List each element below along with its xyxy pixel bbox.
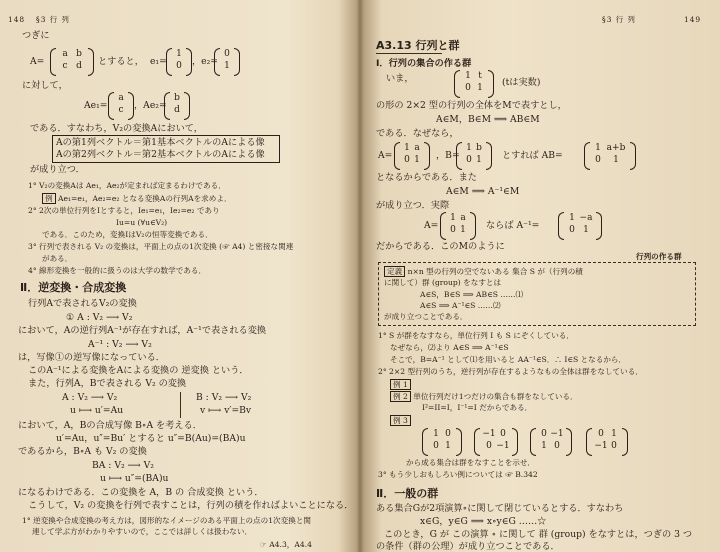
matrix-cell: −a — [579, 213, 593, 223]
matrix-cell: 1 — [569, 213, 575, 223]
text-line: になるわけである．この変換を A，B の 合成変換 という． — [18, 487, 264, 498]
equation-label: とすれば AB= — [502, 150, 563, 161]
text-line: (tは実数) — [502, 77, 541, 88]
page-number: 149 — [684, 15, 702, 24]
running-head: §3 行 列 — [36, 15, 70, 24]
equation-line: x∈G，y∈G ⟹ x∘y∈G ……☆ — [420, 516, 547, 527]
theorem-line: Aの第2列ベクトル＝第2基本ベクトルのAによる像 — [56, 149, 265, 160]
matrix-cell: 0 — [611, 441, 617, 451]
footnote-line: 連して学ぶ方がわかりやすいので，ここでは詳しくは扱わない． — [32, 527, 253, 536]
vector-cell: 1 — [224, 61, 230, 71]
definition-line: A∈S ⟹ A⁻¹∈S ……⑵ — [420, 301, 501, 310]
definition-line: が成り立つことである． — [384, 312, 468, 321]
example-line — [42, 193, 232, 204]
matrix-cell: 0 — [450, 225, 456, 235]
vector-cell: 0 — [224, 49, 230, 59]
matrix-cell: −1 — [550, 429, 564, 439]
equation-label: Ae₁= — [84, 100, 108, 111]
text-line: いま， — [386, 73, 414, 84]
matrix-cell: 1 — [414, 155, 420, 165]
matrix-cell: 0 — [486, 441, 492, 451]
text-line: となるからである．また — [376, 172, 477, 183]
vector-cell: c — [118, 105, 124, 115]
matrix-cell: −1 — [482, 429, 496, 439]
text-line: が成り立つ． — [30, 164, 85, 175]
example-line — [390, 379, 411, 390]
example-line — [390, 391, 578, 402]
equation-line: v ⟼ v′=Bv — [200, 405, 252, 416]
matrix-cell: a — [62, 49, 68, 59]
text-line: だからである．このMのように — [376, 241, 505, 252]
set-matrix-3 — [530, 428, 572, 454]
matrix-a — [50, 48, 94, 74]
matrix-cell: 1 — [541, 441, 547, 451]
matrix-cell: 1 — [460, 225, 466, 235]
set-matrix-2 — [474, 428, 518, 454]
matrix-cell: 1 — [477, 83, 483, 93]
note-line: 3° 行列で表される V₂ の変換は，平面上の点の1次変換 (☞ A4) と密接な関連 — [28, 242, 294, 251]
equation-line: u′=Au，u″=Bu′ とすると u″=B(Au)=(BA)u — [56, 433, 246, 444]
matrix-cell: 0 — [595, 155, 601, 165]
vector-cell: 1 — [176, 49, 182, 59]
text-line: である．すなわち，V₂の変換Aにおいて， — [30, 123, 203, 134]
vector-cell: 0 — [176, 61, 182, 71]
vector-e2 — [214, 48, 240, 74]
note-line: 2° 2×2 型行列のうち，逆行列が存在するようなもの全体は群をなしている． — [378, 367, 643, 376]
equation-line: A∈M，B∈M ⟹ AB∈M — [436, 114, 540, 125]
running-head: §3 行 列 — [602, 15, 636, 24]
matrix-cell: 1 — [465, 71, 471, 81]
equation-label: ，Ae₂= — [134, 100, 167, 111]
note-line: なぜなら，⑵より A∈S ⟹ A⁻¹∈S — [390, 343, 509, 352]
equation-label: ，e₂= — [192, 56, 219, 67]
vector-ae1 — [108, 92, 134, 118]
matrix-cell: 1 — [583, 225, 589, 235]
matrix-cell: 1 — [476, 155, 482, 165]
definition-line: A∈S，B∈S ⟹ AB∈S ……⑴ — [420, 290, 524, 299]
footnote-line: 1° 逆変換や合成変換の考え方は，図形的なイメージのある平面上の点の1次変換と関 — [22, 516, 312, 525]
example-tag: 例 2 — [390, 391, 411, 402]
matrix-a — [394, 142, 430, 168]
equation-line: Iu=u (∀u∈V₂) — [116, 218, 168, 227]
definition-text: n×n 型の行列の空でないある 集合 S が（行列の積 — [407, 267, 583, 276]
note-line: 3° もう少しおもしろい例については ☞ B.342 — [378, 470, 538, 479]
matrix-cell: 1 — [404, 143, 410, 153]
right-page — [362, 0, 720, 552]
matrix-cell: 0 — [466, 155, 472, 165]
matrix-cell: 1 — [595, 143, 601, 153]
cross-reference: ☞ A4.3，A4.4 — [260, 540, 312, 549]
matrix-a2 — [440, 212, 476, 238]
note-line: 2° 2次の単位行列をIとすると，Ie₁=e₁，Ie₂=e₂ であり — [28, 206, 220, 215]
text-line: において，Aの逆行列A⁻¹が存在すれば，A⁻¹で表される変換 — [18, 325, 267, 336]
note-line: から成る集合は群をなすことを示せ． — [406, 458, 535, 467]
set-matrix-1 — [422, 428, 462, 454]
title-underline — [376, 53, 442, 54]
definition-tag: 定義 — [384, 266, 405, 277]
text-line: このとき，G が この演算 ∘ に関して 群 (group) をなすとは，つぎの 3 つ — [384, 529, 693, 540]
equation-line: A∈M ⟹ A⁻¹∈M — [446, 186, 520, 197]
matrix-cell: 1 — [445, 441, 451, 451]
example-text: Ae₁=e₁，Ae₂=e₂ となる変換Aの行列Aを求めよ． — [58, 194, 232, 203]
matrix-cell: a+b — [606, 143, 626, 153]
matrix-cell: 1 — [613, 155, 619, 165]
text-line: 行列Aで表されるV₂の変換 — [28, 298, 137, 309]
equation-line: u ⟼ u′=Au — [70, 405, 124, 416]
matrix-cell: t — [478, 71, 482, 81]
matrix-cell: −1 — [594, 441, 608, 451]
note-line: 1° S が群をなすなら，単位行列 I も S にぞくしている． — [378, 331, 574, 340]
text-line: の条件（群の公理）が成り立つことである． — [376, 541, 560, 552]
matrix-cell: 0 — [465, 83, 471, 93]
matrix-cell: 0 — [500, 429, 506, 439]
text-line: とすると， — [98, 56, 144, 67]
vector-cell: b — [174, 93, 180, 103]
matrix-cell: 0 — [445, 429, 451, 439]
matrix-inverse — [558, 212, 602, 238]
note-line: 4° 線形変換を一般的に扱うのは大学の数学である． — [28, 266, 207, 275]
matrix-cell: 0 — [569, 225, 575, 235]
theorem-line: Aの第1列ベクトル＝第1基本ベクトルのAによる像 — [56, 137, 265, 148]
vector-ae2 — [164, 92, 190, 118]
matrix-cell: 0 — [433, 441, 439, 451]
example-text: 単位行列だけ1つだけの集合も群をなしている． — [413, 392, 578, 401]
text-line: において，A，Bの合成写像 B∘A を考える． — [18, 420, 202, 431]
matrix-b — [456, 142, 492, 168]
matrix-cell: 1 — [611, 429, 617, 439]
text-line: が成り立つ．実際 — [376, 200, 450, 211]
example-tag: 例 — [42, 193, 56, 204]
equation-label: A= — [424, 220, 439, 231]
note-line: である．このため，変換IはV₂の恒等変換である． — [42, 230, 213, 239]
note-line: がある． — [42, 254, 73, 263]
note-line: 1° V₂の変換Aは Ae₁，Ae₂が定まれば定まるわけである． — [28, 181, 226, 190]
vector-cell: d — [174, 105, 180, 115]
definition-line: に関して）群 (group) をなすとは — [384, 278, 502, 287]
matrix-cell: a — [460, 213, 466, 223]
left-page — [0, 0, 352, 552]
text-line: は，写像①の逆写像になっている． — [18, 352, 165, 363]
vector-e1 — [166, 48, 192, 74]
equation-line: A : V₂ ⟶ V₂ — [62, 392, 118, 403]
text-line: である．なぜなら， — [376, 128, 459, 139]
equation-label: e₁= — [150, 56, 167, 67]
equation-label: ならば A⁻¹= — [486, 220, 540, 231]
subsection-heading: Ⅰ．行列の集合の作る群 — [376, 58, 472, 69]
text-line: であるから，B∘A も V₂ の変換 — [18, 446, 147, 457]
matrix-ab — [584, 142, 636, 168]
equation-line: BA : V₂ ⟶ V₂ — [92, 460, 154, 471]
matrix-cell: 1 — [466, 143, 472, 153]
text-line: また，行列A，Bで表される V₂ の変換 — [28, 378, 187, 389]
equation-line: u ⟼ u″=(BA)u — [100, 473, 169, 484]
subsection-heading: Ⅱ．一般の群 — [376, 487, 439, 500]
set-matrix-4 — [586, 428, 628, 454]
equation-label: ，B= — [436, 150, 460, 161]
example-line — [390, 415, 411, 426]
matrix-cell: c — [62, 61, 68, 71]
example-tag: 例 3 — [390, 415, 411, 426]
text-line: つぎに — [22, 30, 50, 41]
matrix-cell: a — [414, 143, 420, 153]
equation-line: B : V₂ ⟶ V₂ — [196, 392, 252, 403]
matrix-cell: b — [76, 49, 82, 59]
definition-line — [384, 266, 583, 277]
example-tag: 例 1 — [390, 379, 411, 390]
matrix-cell: 0 — [541, 429, 547, 439]
matrix-cell: −1 — [496, 441, 510, 451]
matrix-cell: d — [76, 61, 82, 71]
matrix-cell: 1 — [433, 429, 439, 439]
section-title: A3.13 行列と群 — [376, 39, 460, 52]
matrix-cell: 0 — [598, 429, 604, 439]
equation-line: I²=II=I，I⁻¹=I だからである． — [422, 403, 533, 412]
text-line: に対して， — [22, 80, 68, 91]
text-line: の形の 2×2 型の行列の全体をMで表すとし， — [376, 100, 567, 111]
margin-label: 行列の作る群 — [636, 252, 682, 261]
equation-line: ① A : V₂ ⟶ V₂ — [66, 312, 133, 323]
matrix-cell: 1 — [450, 213, 456, 223]
equation-label: A= — [30, 56, 45, 67]
text-line: こうして，V₂ の変換を行列で表すことは，行列の積を作ればよいことになる． — [28, 500, 354, 511]
note-line: そこで，B=A⁻¹ として⑴を用いると AA⁻¹∈S．∴ I∈S となるから． — [390, 355, 627, 364]
matrix-cell: b — [476, 143, 482, 153]
divider — [180, 392, 181, 418]
matrix-cell: 0 — [554, 441, 560, 451]
page-number: 148 — [8, 15, 26, 24]
equation-label: A= — [378, 150, 393, 161]
vector-cell: a — [118, 93, 124, 103]
equation-line: A⁻¹ : V₂ ⟶ V₂ — [88, 339, 152, 350]
text-line: このA⁻¹による変換をAによる変換の 逆変換 という． — [28, 365, 249, 376]
matrix-form — [454, 70, 494, 96]
section-heading: Ⅱ．逆変換・合成変換 — [20, 281, 127, 294]
text-line: ある集合Gが2項演算∘に関して閉じているとする．すなわち — [376, 503, 624, 514]
matrix-cell: 0 — [404, 155, 410, 165]
